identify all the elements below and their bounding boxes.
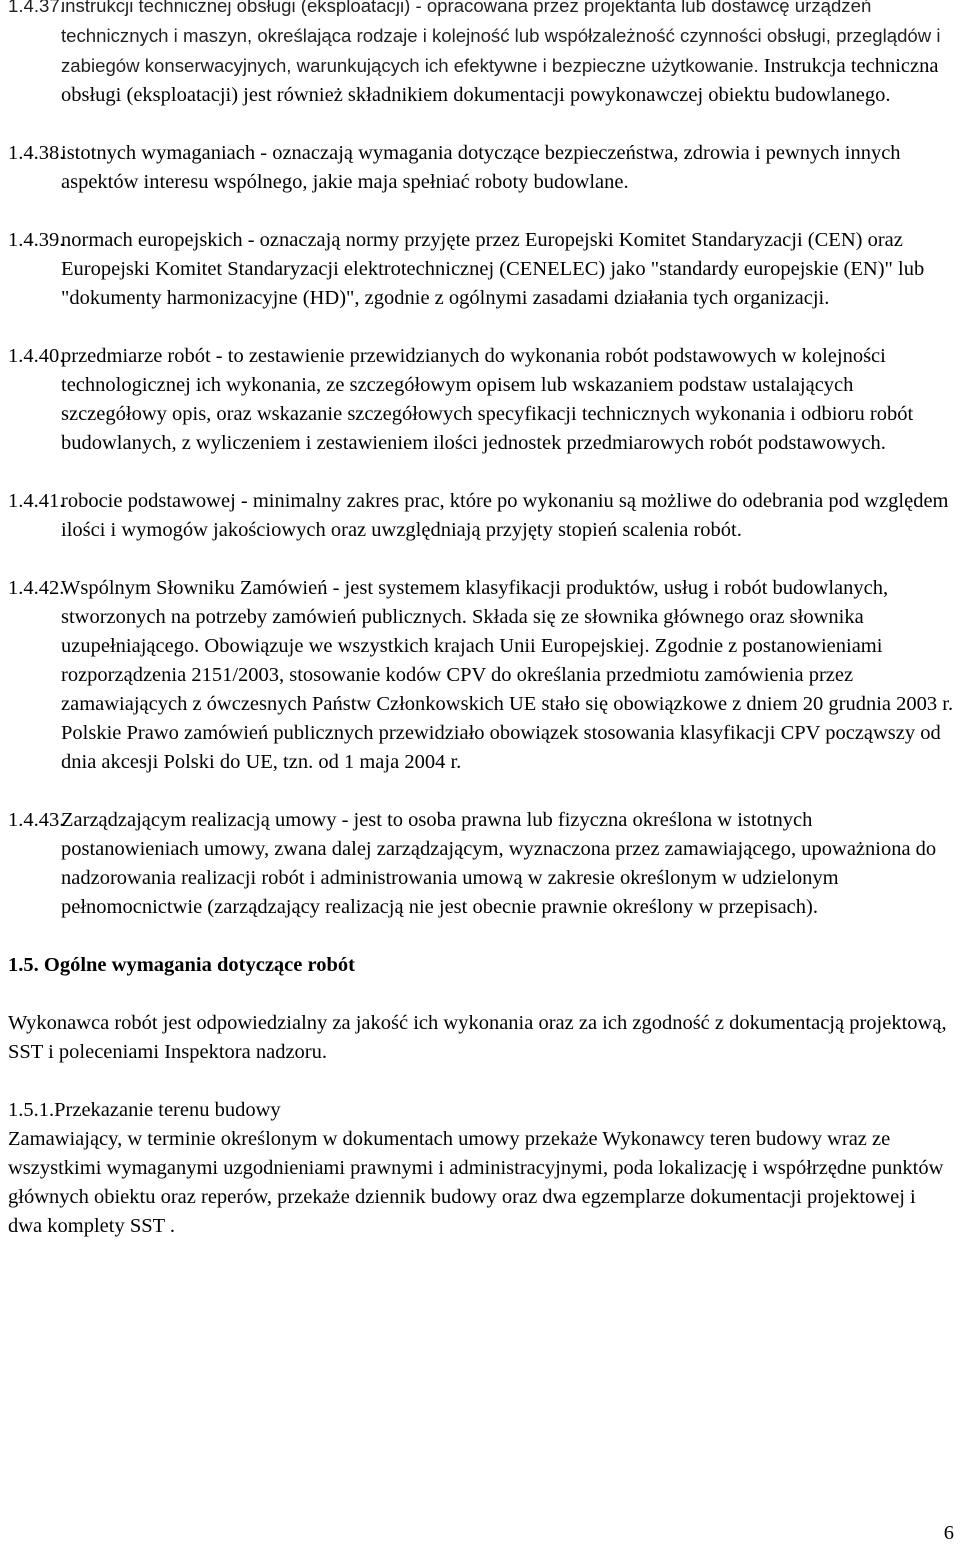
definition-number: 1.4.38. [8,142,65,164]
definition-text: istotnych wymaganiach - oznaczają wymagania dotyczące bezpieczeństwa, zdrowia i pewnych innych aspektów interesu wspólnego, jakie maja spełniać roboty budowlane. [61,142,901,193]
spacer [8,197,954,226]
definition-number: 1.4.39. [8,229,65,251]
definition-1-4-41 [8,487,954,545]
definition-1-4-38 [8,139,954,197]
definition-text: przedmiarze robót - to zestawienie przewidzianych do wykonania robót podstawowych w kolejności technologicznej ich wykonania, ze szczegółowym opisem lub wskazaniem podstaw ustalających szczegółowy opis, oraz wskazanie szczegółowych specyfikacji technicznych wykonania i odbioru robót budowlanych, z wyliczeniem i zestawieniem ilości jednostek przedmiarowych robót podstawowych. [61,345,914,454]
spacer [8,110,954,139]
spacer [8,980,954,1009]
definition-text: normach europejskich - oznaczają normy przyjęte przez Europejski Komitet Standaryzacji (CEN) oraz Europejski Komitet Standaryzacji elektrotechnicznej (CENELEC) jako "standardy europejskie (EN)" lub "dokumenty harmonizacyjne (HD)", zgodnie z ogólnymi zasadami działania tych organizacji. [61,229,925,309]
definition-1-4-40 [8,342,954,458]
subsection-text: Zamawiający, w terminie określonym w dokumentach umowy przekaże Wykonawcy teren budowy wraz ze wszystkimi wymaganymi uzgodnieniami prawnymi i administracyjnymi, poda lokalizację i współrzędne punktów głównych obiektu oraz reperów, przekaże dziennik budowy oraz dwa egzemplarze dokumentacji projektowej i dwa komplety SST . [8,1128,944,1237]
subsection-heading: 1.5.1.Przekazanie terenu budowy [8,1099,281,1121]
definition-text: robocie podstawowej - minimalny zakres prac, które po wykonaniu są możliwe do odebrania pod względem ilości i wymogów jakościowych oraz uwzględniają przyjęty stopień scalenia robót. [61,490,949,541]
definition-1-4-42 [8,574,954,777]
spacer [8,545,954,574]
definition-number: 1.4.42. [8,577,65,599]
definition-text: Zarządzającym realizacją umowy - jest to osoba prawna lub fizyczna określona w istotnych postanowieniach umowy, zwana dalej zarządzającym, wyznaczona przez zamawiającego, upoważniona do nadzorowania realizacji robót i administrowania umową w zakresie określonym w udzielonym pełnomocnictwie (zarządzający realizacją nie jest obecnie prawnie określony w przepisach). [61,809,937,918]
section-heading: 1.5. Ogólne wymagania dotyczące robót [8,954,355,976]
definition-number: 1.4.41. [8,490,65,512]
definition-1-4-39 [8,226,954,313]
definition-number: 1.4.43. [8,809,65,831]
definition-1-4-37 [8,0,954,110]
spacer [8,777,954,806]
definition-1-4-43 [8,806,954,922]
definition-text: Wspólnym Słowniku Zamówień - jest systemem klasyfikacji produktów, usług i robót budowlanych, stworzonych na potrzeby zamówień publicznych. Składa się ze słownika głównego oraz słownika uzupełniającego. Obowiązuje we wszystkich krajach Unii Europejskiej. Zgodnie z postanowieniami rozporządzenia 2151/2003, stosowanie kodów CPV do określania przedmiotu zamówienia przez zamawiających z ówczesnych Państw Członkowskich UE stało się obowiązkowe z dniem 20 grudnia 2003 r. Polskie Prawo zamówień publicznych przewidziało obowiązek stosowania klasyfikacji CPV począwszy od dnia akcesji Polski do UE, tzn. od 1 maja 2004 r. [61,577,954,773]
spacer [8,1067,954,1096]
section-intro: Wykonawca robót jest odpowiedzialny za jakość ich wykonania oraz za ich zgodność z dokumentacją projektową, SST i poleceniami Inspektora nadzoru. [8,1012,947,1063]
definition-number: 1.4.40. [8,345,65,367]
document-page [8,0,954,1241]
definition-body [61,0,941,106]
page-number: 6 [943,1522,954,1544]
definition-text-sans: instrukcji technicznej obsługi (eksploatacji) - opracowana przez projektanta lub dostawcę urządzeń technicznych i maszyn, określająca rodzaje i kolejność lub współzależność czynności obsługi, przeglądów i zabiegów konserwacyjnych, warunkujących ich efektywne i bezpieczne użytkowanie. [61,0,941,76]
spacer [8,313,954,342]
definition-number: 1.4.37. [8,0,65,16]
spacer [8,922,954,951]
definition-text-serif: Instrukcja techniczna obsługi (eksploatacji) jest również składnikiem dokumentacji powykonawczej obiektu budowlanego. [61,55,939,106]
spacer [8,458,954,487]
